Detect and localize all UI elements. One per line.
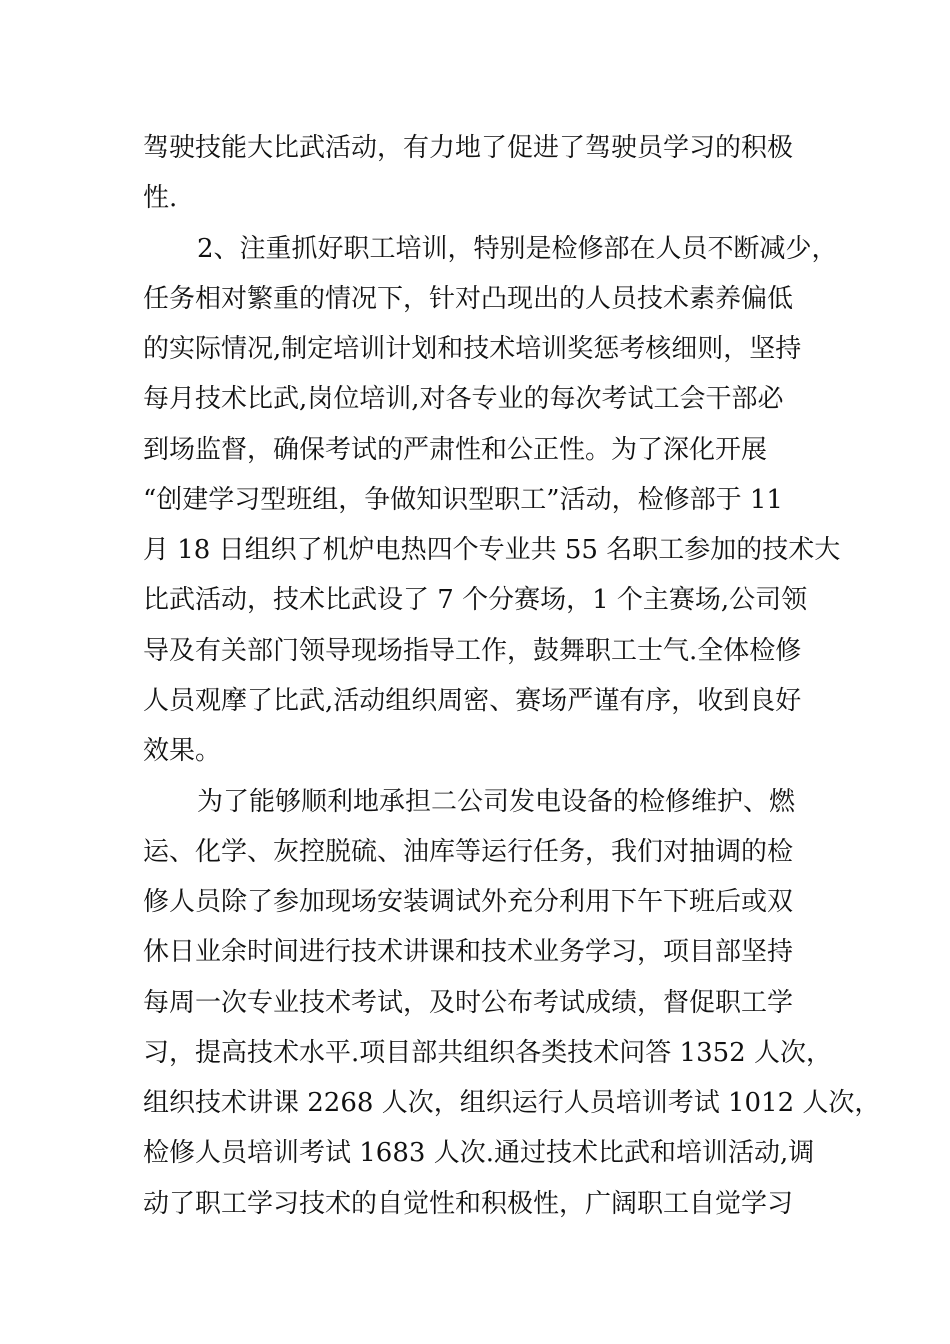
text-line: 到场监督，确保考试的严肃性和公正性。为了深化开展 bbox=[143, 435, 768, 465]
text-line: 比武活动，技术比武设了 7 个分赛场，1 个主赛场,公司领 bbox=[143, 585, 808, 615]
text-line: 运、化学、灰控脱硫、油库等运行任务，我们对抽调的检 bbox=[143, 837, 794, 867]
text-line: 的实际情况,制定培训计划和技术培训奖惩考核细则，坚持 bbox=[143, 334, 802, 364]
text-line: 检修人员培训考试 1683 人次.通过技术比武和培训活动,调 bbox=[143, 1138, 815, 1168]
text-line: “创建学习型班组，争做知识型职工”活动，检修部于 11 bbox=[143, 485, 783, 515]
text-line: 月 18 日组织了机炉电热四个专业共 55 名职工参加的技术大 bbox=[143, 535, 841, 565]
text-line: 修人员除了参加现场安装调试外充分利用下午下班后或双 bbox=[143, 887, 794, 917]
text-line: 效果。 bbox=[143, 736, 222, 766]
text-line: 人员观摩了比武,活动组织周密、赛场严谨有序，收到良好 bbox=[143, 686, 802, 716]
text-line: 习，提高技术水平.项目部共组织各类技术问答 1352 人次， bbox=[143, 1038, 832, 1068]
text-line: 动了职工学习技术的自觉性和积极性，广阔职工自觉学习 bbox=[143, 1189, 794, 1219]
text-line: 导及有关部门领导现场指导工作，鼓舞职工士气.全体检修 bbox=[143, 636, 802, 666]
text-line: 2、注重抓好职工培训，特别是检修部在人员不断减少， bbox=[197, 234, 838, 264]
text-line: 每月技术比武,岗位培训,对各专业的每次考试工会干部必 bbox=[143, 384, 784, 414]
text-line: 为了能够顺利地承担二公司发电设备的检修维护、燃 bbox=[197, 787, 796, 817]
text-line: 每周一次专业技术考试，及时公布考试成绩，督促职工学 bbox=[143, 988, 794, 1018]
text-line: 任务相对繁重的情况下，针对凸现出的人员技术素养偏低 bbox=[143, 284, 794, 314]
text-line: 性. bbox=[143, 183, 178, 213]
text-line: 组织技术讲课 2268 人次，组织运行人员培训考试 1012 人次， bbox=[143, 1088, 881, 1118]
text-line: 驾驶技能大比武活动，有力地了促进了驾驶员学习的积极 bbox=[143, 133, 794, 163]
text-line: 休日业余时间进行技术讲课和技术业务学习，项目部坚持 bbox=[143, 937, 794, 967]
